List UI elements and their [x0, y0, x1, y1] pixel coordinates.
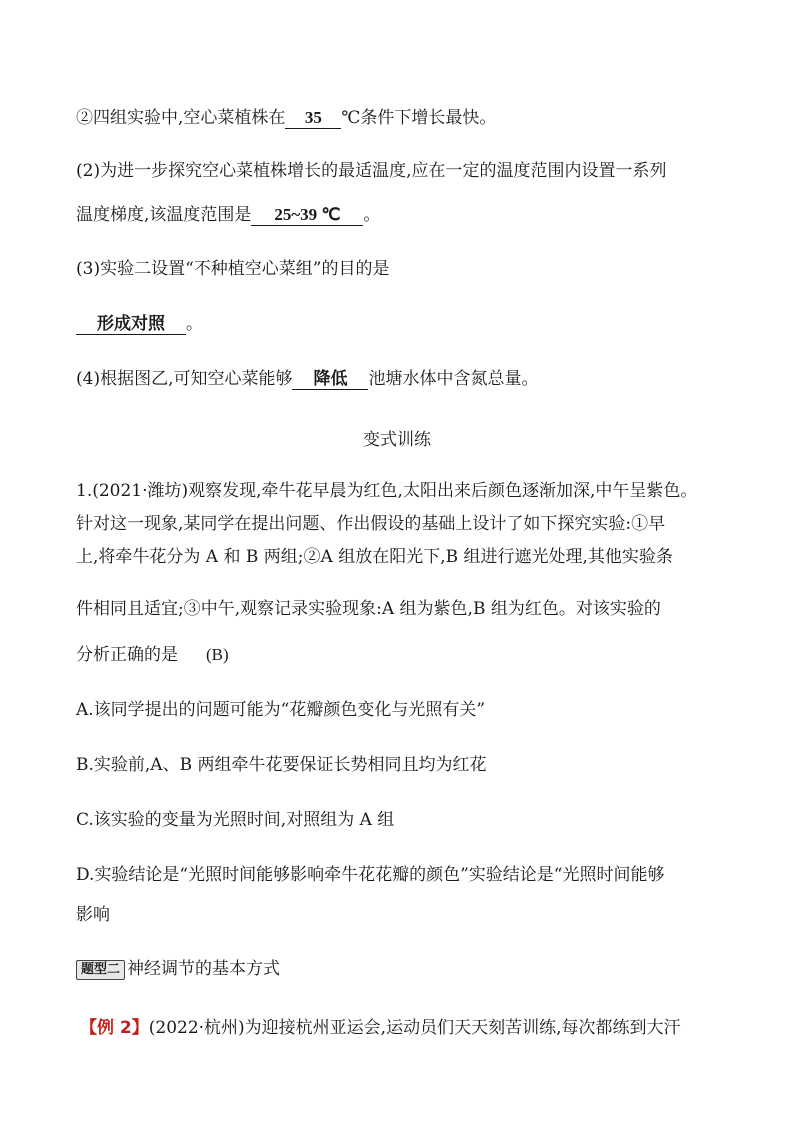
- q3-answer-blank: 形成对照: [76, 314, 186, 335]
- problem1-line-1: 1.(2021·潍坊)观察发现,牵牛花早晨为红色,太阳出来后颜色逐渐加深,中午呈紫色。: [76, 481, 698, 501]
- example-line: [80, 1017, 681, 1039]
- q2-answer-blank: 25~39 ℃: [251, 205, 363, 226]
- problem1-text: 分析正确的是: [76, 645, 178, 665]
- example-label: 【例 2】: [80, 1018, 149, 1038]
- q4-line: [76, 368, 538, 390]
- option-d-line-2: 影响: [76, 905, 110, 925]
- q4-text: (4)根据图乙,可知空心菜能够: [76, 369, 293, 389]
- option-a: A.该同学提出的问题可能为“花瓣颜色变化与光照有关”: [76, 700, 486, 720]
- q4-text-after: 池塘水体中含氮总量。: [368, 369, 539, 389]
- type-title: 神经调节的基本方式: [127, 959, 281, 979]
- q3-line-1: (3)实验二设置“不种植空心菜组”的目的是: [76, 259, 390, 279]
- q2-line-1: (2)为进一步探究空心菜植株增长的最适温度,应在一定的温度范围内设置一系列: [76, 161, 667, 181]
- problem1-line-3: 上,将牵牛花分为 A 和 B 两组;②A 组放在阳光下,B 组进行遮光处理,其他实验条: [76, 547, 673, 567]
- example-text: (2022·杭州)为迎接杭州亚运会,运动员们天天刻苦训练,每次都练到大汗: [148, 1018, 681, 1038]
- q3-line-2: [76, 313, 203, 335]
- problem1-line-4: 件相同且适宜;③中午,观察记录实验现象:A 组为紫色,B 组为红色。对该实验的: [76, 599, 661, 619]
- q2-text-after: 。: [363, 205, 381, 225]
- type-heading: [76, 958, 280, 980]
- problem1-line-5: [76, 644, 229, 666]
- problem1-line-2: 针对这一现象,某同学在提出问题、作出假设的基础上设计了如下探究实验:①早: [76, 514, 666, 534]
- option-c: C.该实验的变量为光照时间,对照组为 A 组: [76, 810, 395, 830]
- option-b: B.实验前,A、B 两组牵牛花要保证长势相同且均为红花: [76, 755, 487, 775]
- q2-line-2: [76, 204, 380, 226]
- q2-text: 温度梯度,该温度范围是: [76, 205, 252, 225]
- q4-answer-blank: 降低: [292, 369, 368, 390]
- q1-line: [76, 107, 496, 129]
- option-d-line-1: D.实验结论是“光照时间能够影响牵牛花花瓣的颜色”实验结论是“光照时间能够: [76, 865, 665, 885]
- q3-text-after: 。: [186, 314, 203, 334]
- q1-text: ②四组实验中,空心菜植株在: [76, 108, 286, 128]
- section-title: 变式训练: [363, 430, 431, 450]
- problem1-answer: (B): [206, 645, 229, 664]
- type-tag: 题型二: [76, 960, 125, 980]
- q1-answer-blank: 35: [285, 108, 341, 129]
- q1-text-after: ℃条件下增长最快。: [341, 108, 497, 128]
